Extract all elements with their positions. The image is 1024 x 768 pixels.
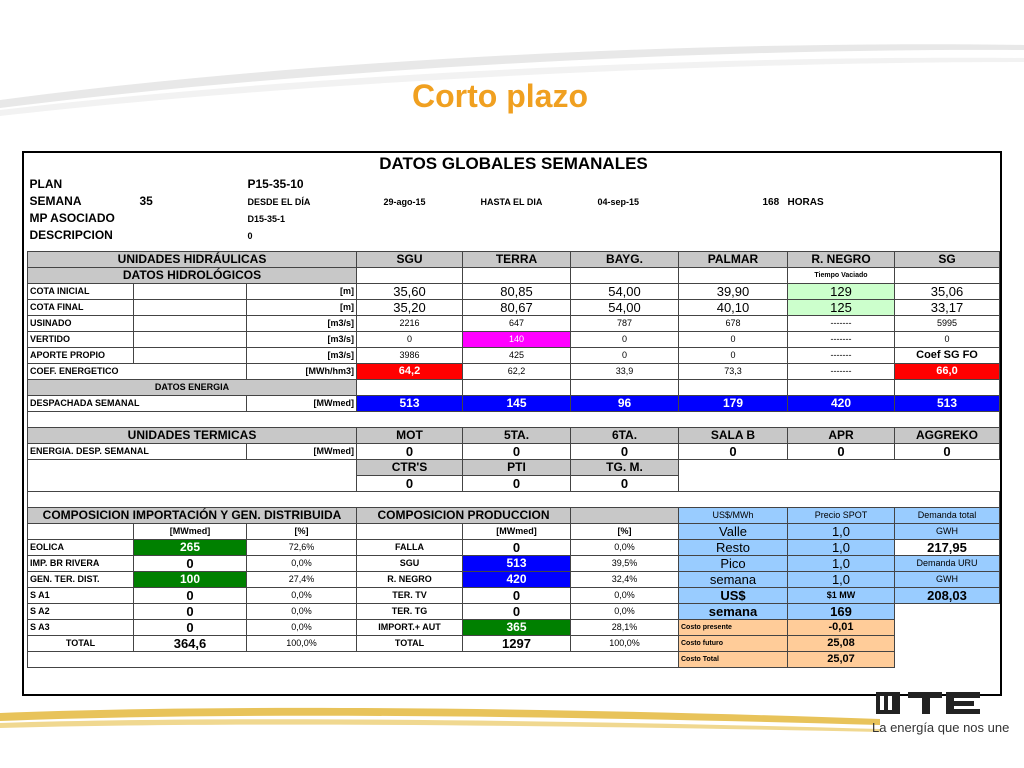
prod-header: COMPOSICION PRODUCCION (357, 508, 571, 524)
hidro-header-row (28, 252, 1000, 268)
semana-label: SEMANA (29, 194, 82, 208)
hidro-section: UNIDADES HIDRÁULICAS (28, 252, 357, 268)
datos-hidro-row (28, 268, 1000, 284)
plan-label: PLAN (29, 177, 63, 191)
table-row: COEF. ENERGETICO [MWh/hm3] 64,2 62,2 33,9 73,3 ------- 66,0 (28, 364, 1000, 380)
imp-header: COMPOSICION IMPORTACIÓN Y GEN. DISTRIBUIDA (28, 508, 357, 524)
termicas-sub-header: CTR'S PTI TG. M. (28, 460, 1000, 476)
col-sgu: SGU (357, 252, 463, 268)
termicas-header-row: UNIDADES TERMICAS MOT 5TA. 6TA. SALA B APR AGGREKO (28, 428, 1000, 444)
col-bayg: BAYG. (571, 252, 679, 268)
desde-label: DESDE EL DÍA (247, 197, 311, 207)
sheet-title: DATOS GLOBALES SEMANALES (379, 156, 648, 173)
page-title: Corto plazo (412, 78, 588, 114)
datos-hidro-label: DATOS HIDROLÓGICOS (28, 268, 357, 284)
despachada-row: DESPACHADA SEMANAL [MWmed] 513 145 96 179 420 513 (28, 396, 1000, 412)
table-row: APORTE PROPIO [m3/s] 3986 425 0 0 ------- Coef SG FO (28, 348, 1000, 364)
plan-value: P15-35-10 (247, 177, 304, 191)
table-row: 0 0 0 (28, 476, 1000, 492)
col-palmar: PALMAR (679, 252, 788, 268)
table-row: EOLICA 265 72,6% FALLA 0 0,0% Resto 1,0 217,95 (28, 540, 1000, 556)
semana-value: 35 (139, 194, 153, 208)
table-row: COTA INICIAL [m] 35,60 80,85 54,00 39,90 129 35,06 (28, 284, 1000, 300)
table-row: S A2 0 0,0% TER. TG 0 0,0% semana 169 (28, 604, 1000, 620)
table-row: Costo Total 25,07 (28, 652, 1000, 668)
table-row: IMP. BR RIVERA 0 0,0% SGU 513 39,5% Pico 1,0 Demanda URU (28, 556, 1000, 572)
hasta-value: 04-sep-15 (597, 197, 640, 207)
composicion-header-row: COMPOSICION IMPORTACIÓN Y GEN. DISTRIBUIDA COMPOSICION PRODUCCION US$/MWh Precio SPOT Demanda total (28, 508, 1000, 524)
horas-value: 168 (762, 197, 780, 208)
weekly-data-table (27, 156, 1000, 668)
table-row: S A1 0 0,0% TER. TV 0 0,0% US$ $1 MW 208,03 (28, 588, 1000, 604)
table-row: ENERGIA. DESP. SEMANAL [MWmed] 0 0 0 0 0 0 (28, 444, 1000, 460)
mp-label: MP ASOCIADO (29, 211, 115, 225)
table-row: VERTIDO [m3/s] 0 140 0 0 ------- 0 (28, 332, 1000, 348)
datos-energia-label: DATOS ENERGIA (28, 380, 357, 396)
tagline: La energía que nos une (872, 720, 1010, 735)
table-row: GEN. TER. DIST. 100 27,4% R. NEGRO 420 32,4% semana 1,0 GWH (28, 572, 1000, 588)
total-row: TOTAL 364,6 100,0% TOTAL 1297 100,0% Costo futuro 25,08 (28, 636, 1000, 652)
footer-swoosh (0, 695, 880, 735)
mp-value: D15-35-1 (247, 214, 286, 224)
desc-label: DESCRIPCION (29, 228, 113, 242)
composicion-units-row: [MWmed] [%] [MWmed] [%] Valle 1,0 GWH (28, 524, 1000, 540)
table-row: USINADO [m3/s] 2216 647 787 678 ------- 5995 (28, 316, 1000, 332)
hasta-label: HASTA EL DIA (480, 197, 543, 207)
col-rnegro: R. NEGRO (788, 252, 895, 268)
horas-label: HORAS (787, 197, 824, 208)
col-sg: SG (895, 252, 1000, 268)
desc-value: 0 (247, 231, 253, 241)
desde-value: 29-ago-15 (383, 197, 426, 207)
header-block (28, 156, 1000, 252)
termicas-section: UNIDADES TERMICAS (28, 428, 357, 444)
col-terra: TERRA (463, 252, 571, 268)
table-row: COTA FINAL [m] 35,20 80,67 54,00 40,10 125 33,17 (28, 300, 1000, 316)
table-row: S A3 0 0,0% IMPORT.+ AUT 365 28,1% Costo presente -0,01 (28, 620, 1000, 636)
tiempo-vaciado-label: Tiempo Vaciado (788, 268, 895, 284)
datos-energia-row (28, 380, 1000, 396)
data-sheet (22, 151, 1002, 696)
